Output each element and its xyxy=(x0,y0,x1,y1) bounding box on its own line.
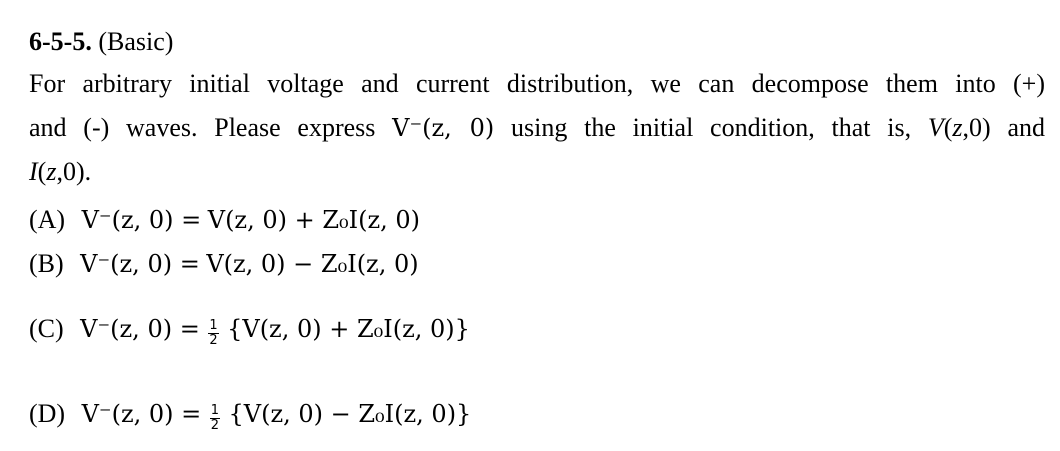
problem-block xyxy=(29,22,1045,433)
option-label: (B) xyxy=(29,249,64,278)
option-a[interactable] xyxy=(29,198,420,242)
option-c[interactable] xyxy=(29,307,470,351)
option-equation-lhs: V⁻(z, 0) = xyxy=(80,250,200,278)
option-equation-rhs: {V(z, 0) − Z₀I(z, 0)} xyxy=(228,400,472,428)
option-equation-lhs: V⁻(z, 0) = xyxy=(80,315,200,343)
question-line-1: For arbitrary initial voltage and current distribution, we can decompose them into (+) xyxy=(29,69,1045,98)
problem-level: (Basic) xyxy=(98,27,174,56)
option-equation-lhs: V⁻(z, 0) = xyxy=(81,206,202,234)
option-equation-lhs: V⁻(z, 0) = xyxy=(81,400,202,428)
option-d[interactable] xyxy=(29,392,471,436)
question-line-3: I(z,0). xyxy=(29,157,92,186)
option-label: (D) xyxy=(29,399,66,428)
option-equation-rhs: V(z, 0) + Z₀I(z, 0) xyxy=(207,206,421,234)
question-math-v-minus: V⁻(z, 0) xyxy=(392,114,495,142)
option-equation-rhs: {V(z, 0) + Z₀I(z, 0)} xyxy=(227,315,470,343)
option-equation-rhs: V(z, 0) − Z₀I(z, 0) xyxy=(206,250,419,278)
option-label: (A) xyxy=(29,205,66,234)
one-half-fraction: $\frac{1}{2}$ xyxy=(209,318,218,348)
option-b[interactable] xyxy=(29,242,419,286)
option-label: (C) xyxy=(29,314,64,343)
one-half-fraction: $\frac{1}{2}$ xyxy=(210,403,220,433)
question-line-2: and (-) waves. Please express V⁻(z, 0) using the initial condition, that is, V(z,0) and xyxy=(29,113,1045,142)
problem-header xyxy=(29,22,1045,62)
problem-number: 6-5-5. xyxy=(29,27,92,56)
